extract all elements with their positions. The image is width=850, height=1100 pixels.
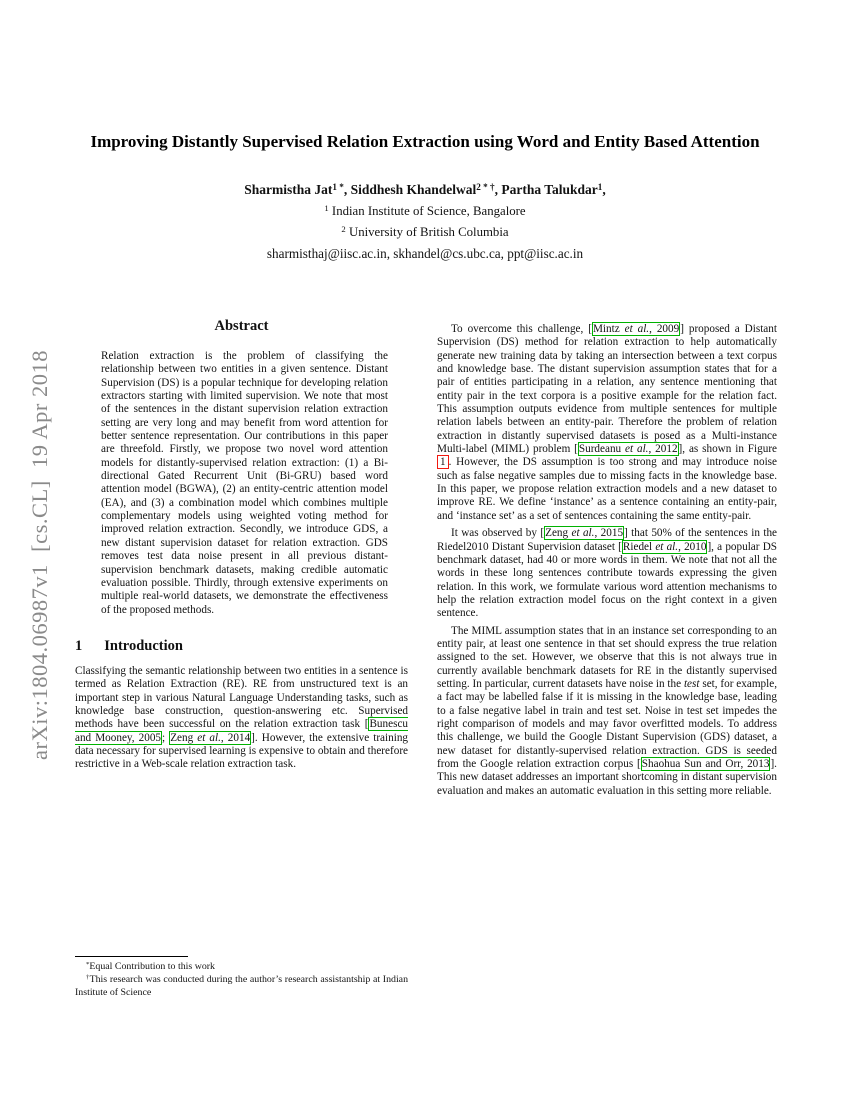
text-run: 2 * † <box>476 182 495 193</box>
citation-link[interactable] <box>622 540 708 554</box>
affiliation-ubc <box>0 225 850 241</box>
text-run: Classifying the semantic relationship between two entities in a sentence is termed as Relation Extraction (RE). RE from unstructured text is an important step in various Natural Language Understanding tasks, such as knowledge base construction, question-answering etc. Supervised methods have been successful on the relation extraction task [ <box>75 664 408 731</box>
text-run: Zeng <box>170 731 198 744</box>
text-run: , <box>602 181 606 197</box>
text-run: This research was conducted during the author’s research assistantship at Indian Institute of Science <box>75 973 409 998</box>
text-run <box>86 961 215 972</box>
abstract-heading: Abstract <box>214 318 269 334</box>
text-run: University of British Columbia <box>345 224 509 239</box>
text-run: ] that 50% of the sentences in the Riedel2010 Distant Supervision dataset [ <box>437 527 778 553</box>
text-run: 1 * <box>332 182 344 193</box>
paragraph-gds-dataset <box>437 625 777 798</box>
footnote-equal-contribution <box>75 961 408 974</box>
text-run: et al. <box>571 527 595 540</box>
section-title: Introduction <box>104 637 183 654</box>
footnote-research-assistantship <box>75 974 408 999</box>
text-run: et al. <box>624 323 650 335</box>
text-run <box>244 182 606 197</box>
text-run <box>75 974 408 998</box>
arxiv-watermark: arXiv:1804.06987v1 [cs.CL] 19 Apr 2018 <box>27 350 52 760</box>
text-run: Equal Contribution to this work <box>89 961 215 972</box>
text-run: set, for example, a fact may be labelled false if it is missing in the knowledge base, leading to a false negative label in train and test set. Noise in test set impedes the right comparison of models and may favor overfitted models. To address this challenge, we build the Google Distant Supervision (GDS) dataset, a new dataset for distantly-supervised relation extraction. GDS is seeded from the Google relation extraction corpus [ <box>437 677 777 770</box>
text-run: It was observed by [ <box>451 527 545 540</box>
text-run: ] proposed a Distant Supervision (DS) method for relation extraction to help automatically generate new training data by taking an intersection between a text corpus and knowledge base. The distant supervision assumption states that for a pair of entities participating in a relation, any sentence mentioning that entity pair in the text corpora is a positive example for the relation fact. This assumption outputs evidence from multiple sentences for multiple relation labels between an entity-pair. Therefore the problem of relation extraction in distantly supervised datasets is posed as a Multi-instance Multi-label (MIML) problem [ <box>437 323 777 456</box>
text-run: 1 <box>324 203 329 214</box>
text-run: et al. <box>655 540 679 553</box>
text-run: Sharmistha Jat <box>244 181 333 197</box>
text-run: ]. This new dataset addresses an important shortcoming in distant supervision evaluation and makes an automatic evaluation in this setting more reliable. <box>437 758 777 797</box>
text-run: . However, the DS assumption is too strong and may introduce noise such as false negative samples due to missing facts in the knowledge base. In this paper, we propose relation extraction models and a new dataset to improve RE. We define ‘instance’ as a sentence containing an entity-pair, and ‘instance set’ as a set of sentences containing the same entity-pair. <box>437 456 777 522</box>
section-number: 1 <box>75 637 83 654</box>
text-run: , 2015 <box>594 527 624 540</box>
citation-link[interactable] <box>592 322 680 336</box>
text-run: 1 <box>597 182 603 193</box>
text-run: 2 <box>341 224 346 235</box>
footnote-block <box>75 956 408 999</box>
text-run: Riedel <box>622 540 656 553</box>
citation-link[interactable]: Bunescu and Mooney, 2005 <box>75 718 408 744</box>
paper-title: Improving Distantly Supervised Relation Extraction using Word and Entity Based Attention <box>90 132 760 151</box>
figure-reference-link[interactable]: 1 <box>437 455 449 469</box>
text-run: The MIML assumption states that in an instance set corresponding to an entity pair, at least one sentence in that set should express the true relation assigned to the set. However, we observe that this is not always true in currently available benchmark datasets for RE in the distantly supervised setting. In particular, current datasets have noise in the <box>437 624 777 690</box>
text-run: , 2014 <box>220 731 251 744</box>
paragraph-word-attention <box>437 527 777 620</box>
text-run: , 2012 <box>648 443 678 456</box>
left-column <box>75 318 408 772</box>
text-run: test <box>683 677 700 690</box>
introduction-paragraph <box>75 665 408 772</box>
text-run: Zeng <box>545 527 572 540</box>
text-run: et al. <box>197 731 221 744</box>
text-run <box>324 204 525 218</box>
text-run: ]. However, the extensive training data necessary for supervised learning is expensive to obtain and therefore restrictive in a Web-scale relation extraction task. <box>75 731 409 771</box>
text-run: , Partha Talukdar <box>494 181 598 197</box>
text-run: † <box>86 974 90 982</box>
right-column <box>437 323 777 798</box>
section-heading-introduction <box>75 638 408 655</box>
text-run: * <box>86 961 90 969</box>
text-run: Mintz <box>592 323 625 335</box>
affiliation-iisc <box>0 204 850 220</box>
text-run: , 2009 <box>649 323 680 335</box>
text-run: To overcome this challenge, [ <box>451 323 592 335</box>
citation-link[interactable]: Shaohua Sun and Orr, 2013 <box>641 758 770 770</box>
paragraph-distant-supervision <box>437 323 777 523</box>
text-run <box>341 225 508 239</box>
text-run: ], as shown in Figure <box>678 443 778 456</box>
footnote-rule <box>75 956 188 957</box>
text-run: Indian Institute of Science, Bangalore <box>328 203 526 218</box>
text-run: et al. <box>625 443 649 456</box>
text-run: , 2010 <box>678 540 707 553</box>
text-run: , Siddhesh Khandelwal <box>343 181 477 197</box>
text-run: ], a popular DS benchmark dataset, had 40 or more words in them. We note that not all the words in these long sentences contribute towards expressing the given relation. In this work, we formulate various word attention mechanisms to help the relation extraction model focus on the right context in a given sentence. <box>437 540 777 620</box>
text-run: ; <box>162 731 170 744</box>
abstract-text: Relation extraction is the problem of classifying the relationship between two entities in a given sentence. Distant Supervision (DS) is a popular technique for developing relation extractors starting with limited supervision. We note that most of the sentences in the distant supervision relation extraction setting are very long and may benefit from word attention for better sentence representation. Our contributions in this paper are threefold. Firstly, we propose two novel word attention models for distantly-supervised relation extraction: (1) a Bi-directional Gated Recurrent Unit (Bi-GRU) based word attention model (BGWA), (2) an entity-centric attention model (EA), and (3) a combination model which combines multiple complementary models using weighted voting method for improved relation extraction. Secondly, we introduce GDS, a new distant supervision dataset for relation extraction. GDS removes test data noise present in all previous distant-supervision benchmark datasets, making credible automatic evaluation possible. Thirdly, through extensive experiments on multiple real-world datasets, we demonstrate the effectiveness of the proposed methods. <box>101 350 388 616</box>
citation-link[interactable] <box>544 526 624 540</box>
citation-link[interactable] <box>169 731 251 745</box>
text-run: Surdeanu <box>578 443 626 456</box>
citation-link[interactable] <box>578 442 679 456</box>
author-emails: sharmisthaj@iisc.ac.in, skhandel@cs.ubc.ca, ppt@iisc.ac.in <box>266 245 584 261</box>
paper-header <box>0 131 850 261</box>
author-line <box>0 182 850 199</box>
